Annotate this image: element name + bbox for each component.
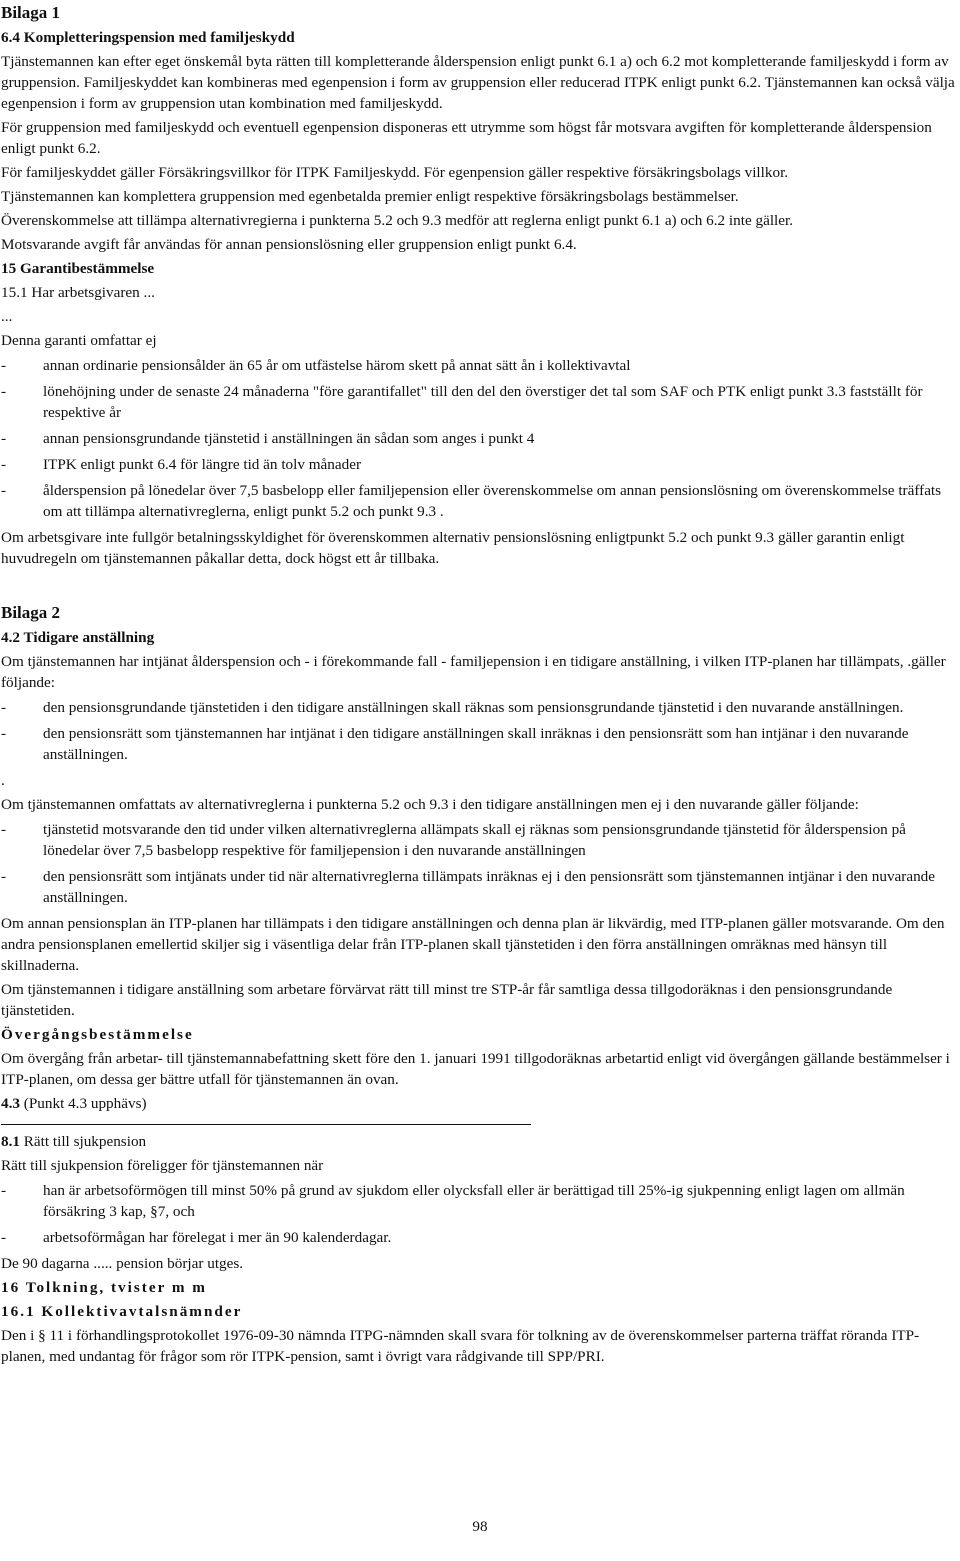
list-item (1, 1180, 956, 1222)
paragraph: För gruppension med familjeskydd och eventuell egenpension disponeras ett utrymme som högst får motsvara avgiften för kompletterande ålderspension enligt punkt 6.2. (1, 119, 932, 157)
list-item (1, 381, 956, 423)
guarantee-intro: Denna garanti omfattar ej (1, 332, 157, 349)
section-15-heading: 15 Garantibestämmelse (1, 260, 155, 277)
list-item-text: arbetsoförmågan har förelegat i mer än 90 kalenderdagar. (43, 1229, 392, 1246)
spacer (1, 572, 956, 602)
paragraph: Om tjänstemannen i tidigare anställning som arbetare förvärvat rätt till minst tre STP-år får samtliga dessa tillgodoräknas i den pensionsgrundande tjänstetiden. (1, 981, 893, 1019)
dash-bullet: - (1, 482, 7, 499)
dash-bullet: - (1, 430, 7, 447)
list-item (1, 1227, 956, 1248)
paragraph: Tjänstemannen kan efter eget önskemål byta rätten till kompletterande ålderspension enligt punkt 6.1 a) och 6.2 mot kompletterande familjeskydd i form av gruppension. Familjeskyddet kan kombineras med egenpension i form av gruppension eller reducerad ITPK enligt punkt 6.2. Tjänstemannen kan också välja egenpension i form av gruppension utan kombination med familjeskydd. (1, 53, 955, 112)
list-item (1, 866, 956, 908)
dash-bullet: - (1, 699, 7, 716)
appendix-2-title: Bilaga 2 (1, 603, 61, 622)
list-item-text: annan ordinarie pensionsålder än 65 år om utfästelse härom skett på annat sätt ån i kollektivavtal (43, 357, 631, 374)
paragraph: Motsvarande avgift får användas för annan pensionslösning eller gruppension enligt punkt 6.4. (1, 236, 577, 253)
section-4-3-text: (Punkt 4.3 upphävs) (19, 1095, 147, 1112)
section-8-1-heading (1, 1131, 956, 1152)
section-4-3-number: 4.3 (1, 1095, 20, 1112)
section-6-4-heading: 6.4 Kompletteringspension med familjeskydd (1, 29, 295, 46)
appendix-1-title: Bilaga 1 (1, 3, 61, 22)
dash-bullet: - (1, 383, 7, 400)
dash-bullet: - (1, 1229, 7, 1246)
list-item (1, 819, 956, 861)
dash-bullet: - (1, 868, 7, 885)
paragraph: Överenskommelse att tillämpa alternativregierna i punkterna 5.2 och 9.3 medför att reglerna enligt punkt 6.1 a) och 6.2 inte gäller. (1, 212, 794, 229)
paragraph: Om övergång från arbetar- till tjänstemannabefattning skett före den 1. januari 1991 tillgodoräknas arbetartid enligt vid övergången gällande bestämmelser i ITP-planen, om dessa ger bättre utfall för tjänstemannen än ovan. (1, 1050, 950, 1088)
stray-dot: . (1, 772, 5, 789)
section-4-3-line (1, 1093, 956, 1114)
list-item-text: den pensionsrätt som intjänats under tid när alternativreglerna tillämpats inräknas ej i den pensionsrätt som tjänstemannen intjänar i den nuvarande anställningen. (43, 868, 936, 906)
section-15-1-heading: 15.1 Har arbetsgivaren ... (1, 284, 155, 301)
list-item-text: lönehöjning under de senaste 24 månaderna "före garantifallet" till den del den överstiger det tal som SAF och PTK enligt punkt 3.3 fastställt för respektive år (43, 383, 923, 421)
alternative-rules-list (1, 819, 956, 908)
disability-pension-list (1, 1180, 956, 1248)
paragraph: Om tjänstemannen har intjänat ålderspension och - i förekommande fall - familjepension i en tidigare anställning, i vilken ITP-planen har tillämpats, .gäller följande: (1, 653, 946, 691)
list-item-text: ITPK enligt punkt 6.4 för längre tid än tolv månader (43, 456, 362, 473)
paragraph: Tjänstemannen kan komplettera gruppension med egenbetalda premier enligt respektive försäkringsbolags bestämmelser. (1, 188, 739, 205)
paragraph: Om annan pensionsplan än ITP-planen har tillämpats i den tidigare anställningen och denna plan är likvärdig, med ITP-planen gäller motsvarande. Om den andra pensionsplanen emellertid skiljer sig i väsentliga delar från ITP-planen skall tjänstetiden i den förra anställningen omräknas med hänsyn till skillnaderna. (1, 915, 945, 974)
dash-bullet: - (1, 821, 7, 838)
list-item-text: annan pensionsgrundande tjänstetid i anställningen än sådan som anges i punkt 4 (43, 430, 535, 447)
ellipsis-line: ... (1, 308, 13, 325)
paragraph: De 90 dagarna ..... pension börjar utges. (1, 1255, 244, 1272)
list-item (1, 428, 956, 449)
section-4-2-heading: 4.2 Tidigare anställning (1, 629, 155, 646)
paragraph: Den i § 11 i förhandlingsprotokollet 1976-09-30 nämnda ITPG-nämnden skall svara för tolkning av de överenskommelser parterna träffat röranda ITP-planen, med undantag för frågor som rör ITPK-pension, samt i övrigt vara rådgivande till SPP/PRI. (1, 1327, 920, 1365)
page-content (1, 2, 956, 1370)
dash-bullet: - (1, 456, 7, 473)
list-item-text: den pensionsrätt som tjänstemannen har intjänat i den tidigare anställningen skall inräknas i den pensionsrätt som han intjänar i den nuvarande anställningen. (43, 725, 909, 763)
list-item-text: tjänstetid motsvarande den tid under vilken alternativreglerna allämpats skall ej räknas som pensionsgrundande tjänstetid för ålderspension på lönedelar över 7,5 basbelopp respektive för familjepension i den nuvarande anställningen (43, 821, 906, 859)
previous-employment-list (1, 697, 956, 765)
transition-provision-heading: Övergångsbestämmelse (1, 1026, 194, 1043)
dash-bullet: - (1, 1182, 7, 1199)
list-item (1, 723, 956, 765)
list-item (1, 454, 956, 475)
list-item-text: ålderspension på lönedelar över 7,5 basbelopp eller familjepension eller överenskommelse om annan pensionslösning om överenskommelse träffats om att tillämpa alternativreglerna, enligt punkt 5.2 och punkt 9.3 . (43, 482, 942, 520)
list-item-text: han är arbetsoförmögen till minst 50% på grund av sjukdom eller olycksfall eller är berättigad till 25%-ig sjukpenning enligt lagen om allmän försäkring 3 kap, §7, och (43, 1182, 905, 1220)
page-number: 98 (472, 1518, 488, 1535)
paragraph: För familjeskyddet gäller Försäkringsvillkor för ITPK Familjeskydd. För egenpension gäller respektive försäkringsbolags villkor. (1, 164, 789, 181)
section-8-1-text: Rätt till sjukpension (19, 1133, 147, 1150)
section-8-1-number: 8.1 (1, 1133, 20, 1150)
horizontal-rule (1, 1124, 531, 1125)
section-16-1-heading: 16.1 Kollektivavtalsnämnder (1, 1303, 243, 1320)
list-item (1, 355, 956, 376)
paragraph: Rätt till sjukpension föreligger för tjänstemannen när (1, 1157, 324, 1174)
paragraph: Om tjänstemannen omfattats av alternativreglerna i punkterna 5.2 och 9.3 i den tidigare anställningen men ej i den nuvarande gäller följande: (1, 796, 859, 813)
paragraph: Om arbetsgivare inte fullgör betalningsskyldighet för överenskommen alternativ pensionslösning enligtpunkt 5.2 och punkt 9.3 gäller garantin enligt huvudregeln om tjänstemannen påkallar detta, dock högst ett år tillbaka. (1, 529, 905, 567)
list-item-text: den pensionsgrundande tjänstetiden i den tidigare anställningen skall räknas som pensionsgrundande tjänstetid i den nuvarande anställningen. (43, 699, 904, 716)
dash-bullet: - (1, 725, 7, 742)
list-item (1, 480, 956, 522)
list-item (1, 697, 956, 718)
dash-bullet: - (1, 357, 7, 374)
section-16-heading: 16 Tolkning, tvister m m (1, 1279, 207, 1296)
guarantee-exclusions-list (1, 355, 956, 522)
